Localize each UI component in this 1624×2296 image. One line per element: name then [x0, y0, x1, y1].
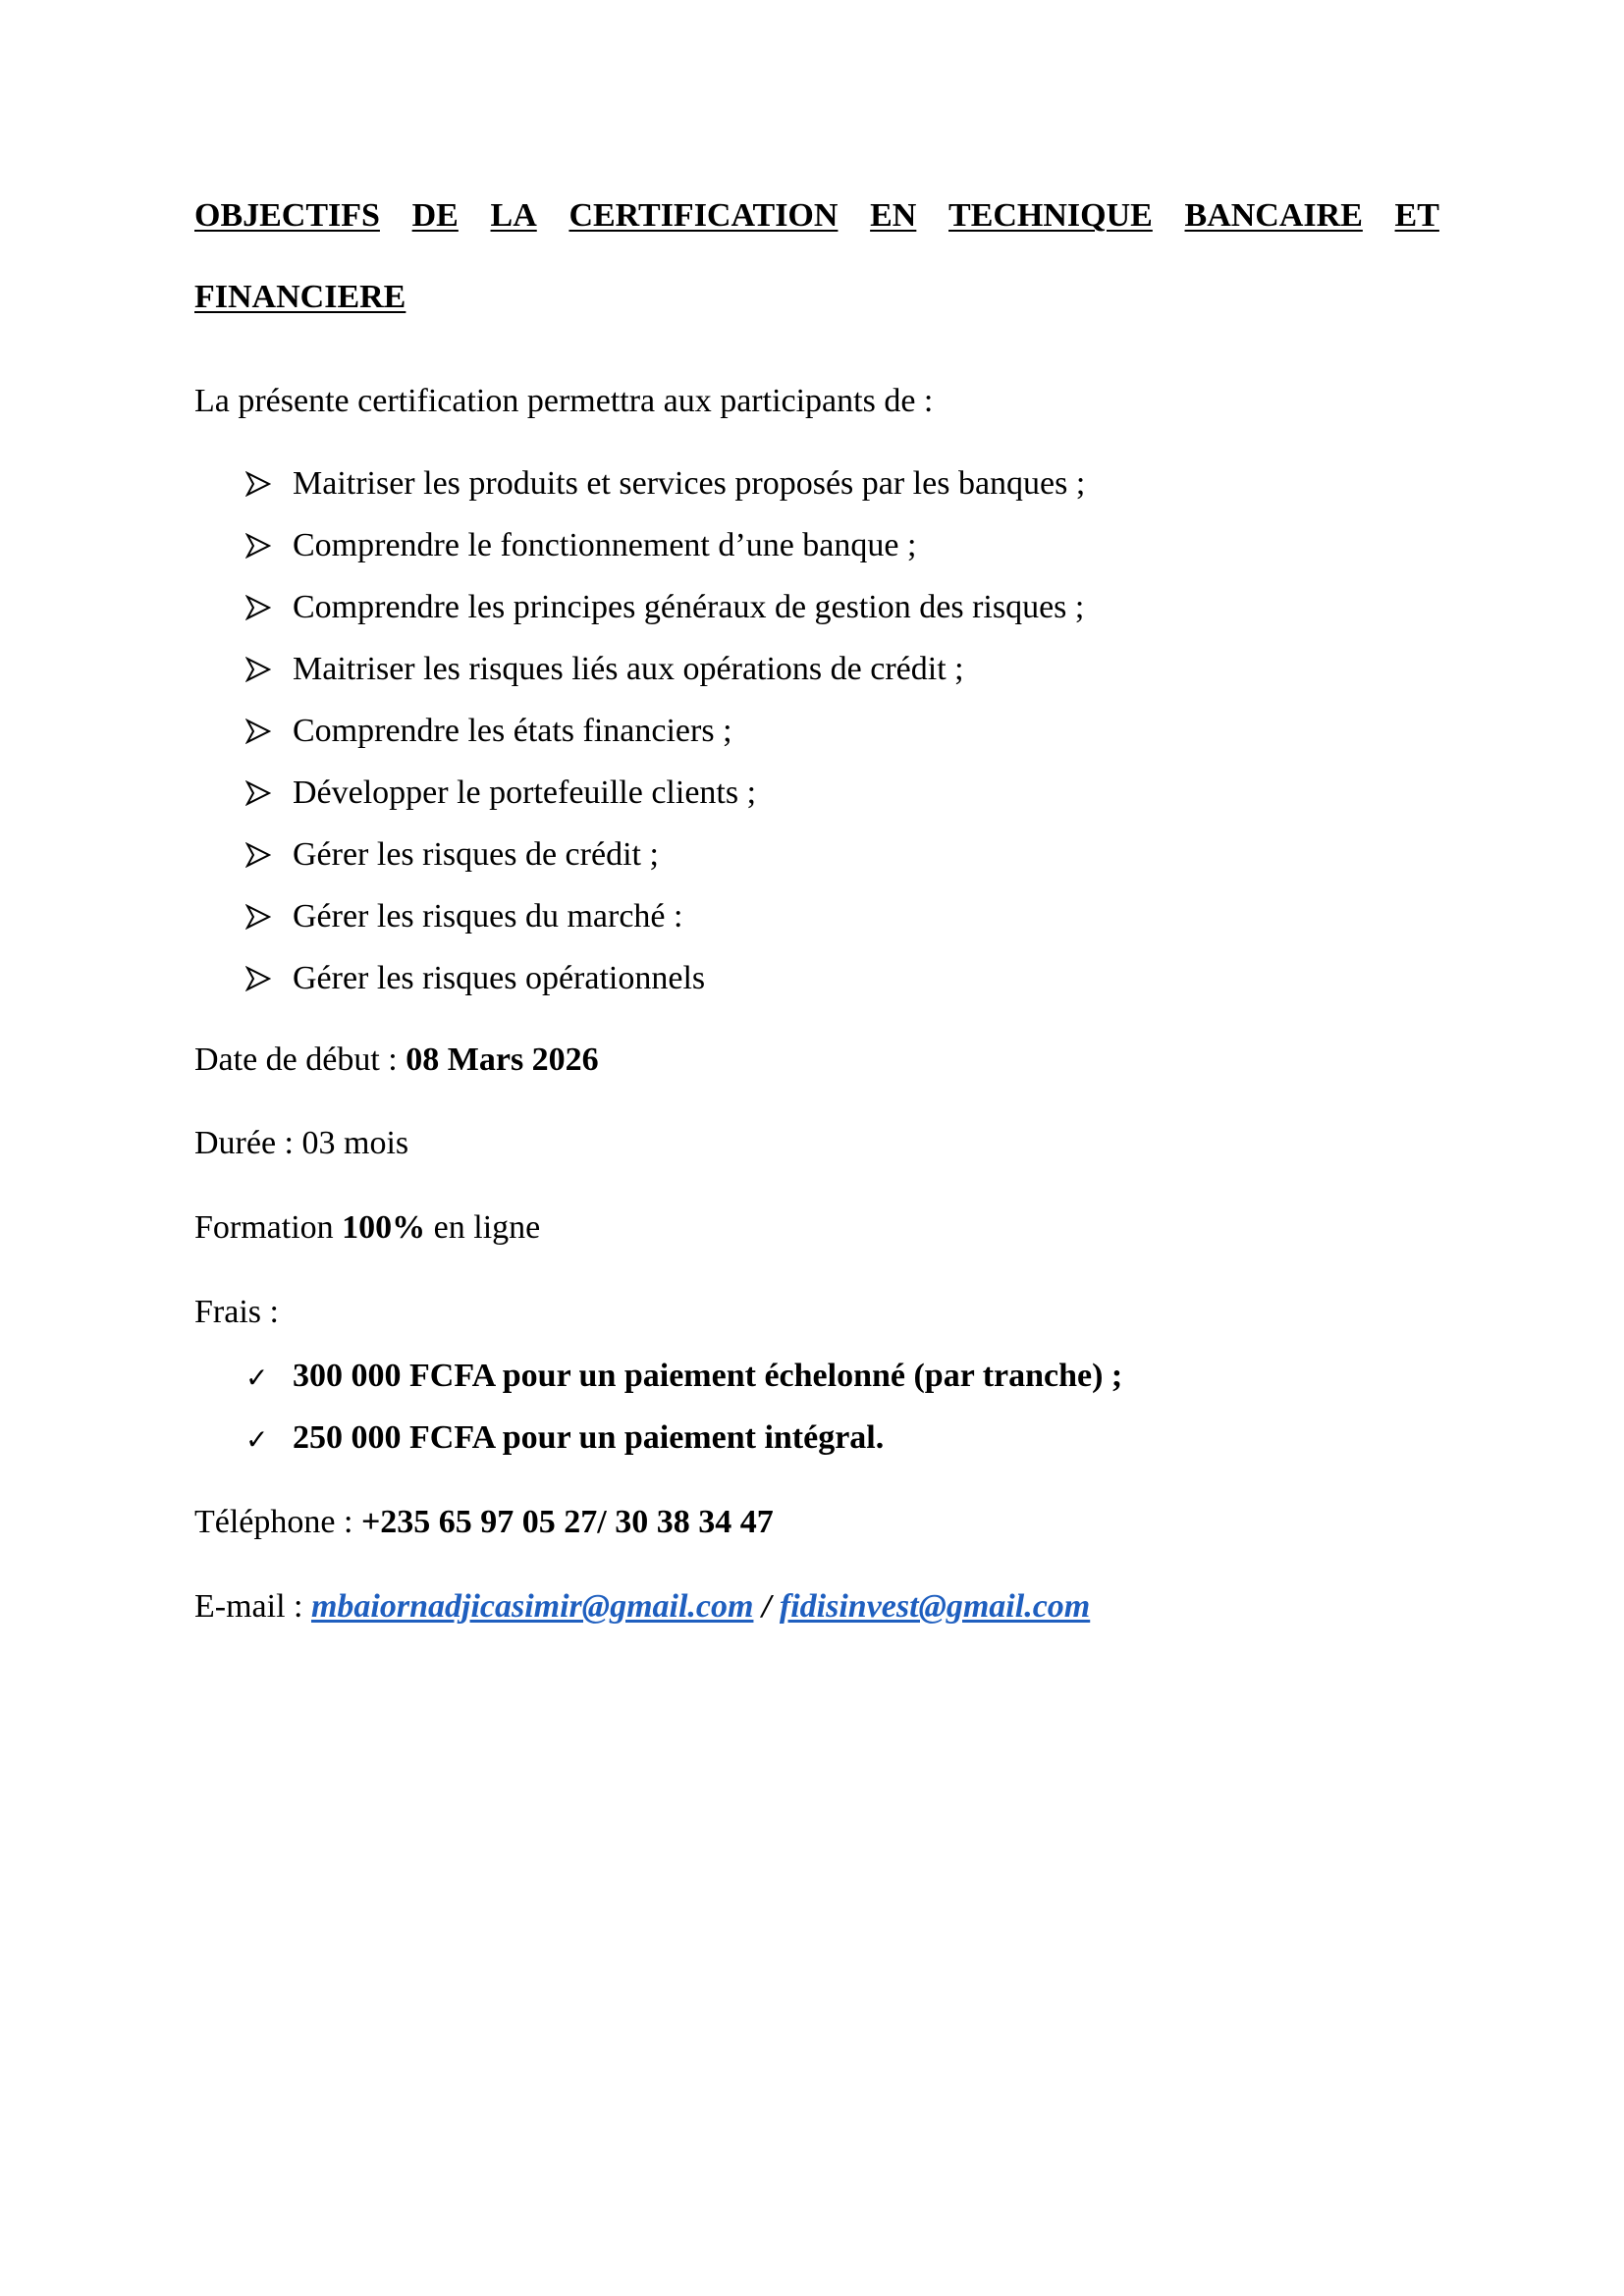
arrowhead-bullet-icon	[245, 657, 271, 682]
arrowhead-bullet-icon	[245, 966, 271, 991]
objective-item	[245, 900, 1085, 962]
start-date-value: 08 Mars 2026	[406, 1041, 599, 1078]
duration	[194, 1127, 408, 1160]
fees-list	[245, 1360, 1122, 1483]
email-link-2[interactable]: fidisinvest@gmail.com	[779, 1588, 1091, 1625]
fee-item	[245, 1360, 1122, 1421]
objective-text: Comprendre le fonctionnement d’une banque ;	[293, 527, 917, 563]
email	[194, 1590, 1090, 1624]
check-mark-icon: ✓	[245, 1362, 269, 1394]
title-line-2: FINANCIERE	[194, 279, 406, 315]
phone	[194, 1506, 774, 1539]
duration-label: Durée :	[194, 1125, 302, 1161]
phone-label: Téléphone :	[194, 1504, 361, 1540]
fee-text: 250 000 FCFA pour un paiement intégral.	[293, 1419, 885, 1456]
email-separator: /	[753, 1588, 780, 1625]
fee-item	[245, 1421, 1122, 1483]
objective-item	[245, 653, 1085, 715]
fees-label: Frais :	[194, 1294, 279, 1330]
title-word: TECHNIQUE	[948, 197, 1153, 234]
objective-text: Gérer les risques de crédit ;	[293, 836, 659, 873]
arrowhead-bullet-icon	[245, 904, 271, 930]
duration-value: 03 mois	[301, 1125, 409, 1161]
arrowhead-bullet-icon	[245, 533, 271, 559]
format-value: 100%	[342, 1209, 426, 1246]
check-mark-icon: ✓	[245, 1423, 269, 1456]
title-word: EN	[870, 197, 917, 234]
arrowhead-bullet-icon	[245, 842, 271, 868]
objective-item	[245, 467, 1085, 529]
format-after: en ligne	[425, 1209, 541, 1246]
objective-text: Maitriser les produits et services proposés par les banques ;	[293, 465, 1086, 502]
objective-text: Gérer les risques opérationnels	[293, 960, 706, 996]
start-date-label: Date de début :	[194, 1041, 406, 1078]
objective-item	[245, 529, 1085, 591]
training-format	[194, 1211, 540, 1245]
start-date	[194, 1043, 599, 1077]
objectives-list	[245, 467, 1085, 1024]
objective-item	[245, 591, 1085, 653]
email-link-1[interactable]: mbaiornadjicasimir@gmail.com	[310, 1588, 754, 1625]
arrowhead-bullet-icon	[245, 471, 271, 497]
intro-text: La présente certification permettra aux participants de :	[194, 383, 934, 419]
objective-text: Gérer les risques du marché :	[293, 898, 683, 934]
title-word: DE	[411, 197, 459, 234]
title-word: BANCAIRE	[1184, 197, 1363, 234]
email-label: E-mail :	[194, 1588, 311, 1625]
title-line-1	[194, 199, 1439, 233]
title-word: OBJECTIFS	[194, 197, 380, 234]
format-before: Formation	[194, 1209, 343, 1246]
objective-item	[245, 838, 1085, 900]
fee-text: 300 000 FCFA pour un paiement échelonné (par tranche) ;	[293, 1358, 1123, 1394]
objective-text: Comprendre les états financiers ;	[293, 713, 732, 749]
arrowhead-bullet-icon	[245, 595, 271, 620]
objective-item	[245, 776, 1085, 838]
title-word: ET	[1394, 197, 1439, 234]
objective-item	[245, 962, 1085, 1024]
phone-value: +235 65 97 05 27/ 30 38 34 47	[360, 1504, 774, 1540]
objective-text: Développer le portefeuille clients ;	[293, 774, 757, 811]
objective-item	[245, 715, 1085, 776]
objective-text: Maitriser les risques liés aux opérations de crédit ;	[293, 651, 964, 687]
arrowhead-bullet-icon	[245, 719, 271, 744]
objective-text: Comprendre les principes généraux de gestion des risques ;	[293, 589, 1085, 625]
title-word: CERTIFICATION	[568, 197, 839, 234]
title-word: LA	[490, 197, 537, 234]
arrowhead-bullet-icon	[245, 780, 271, 806]
